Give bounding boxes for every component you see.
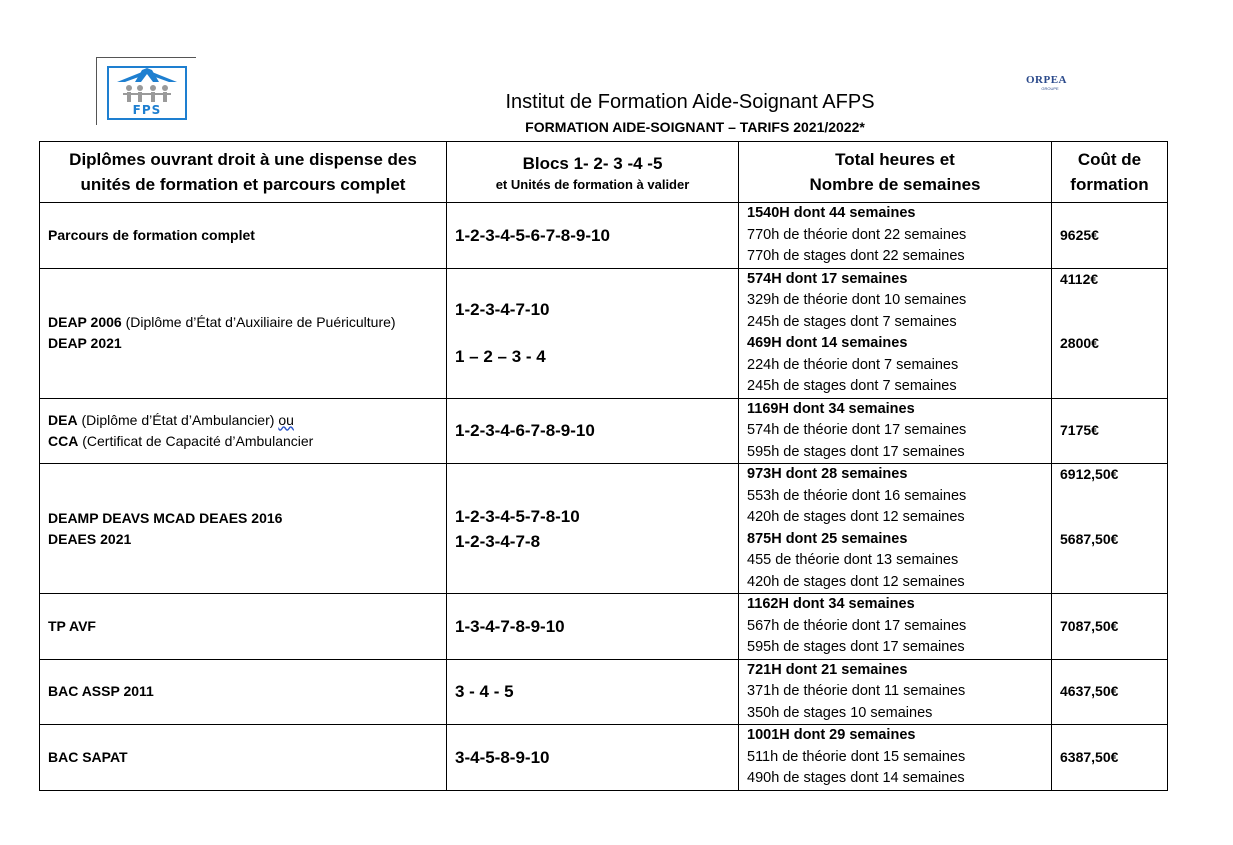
header-cout: Coût de formation bbox=[1052, 142, 1168, 203]
blocs-cell: 1-2-3-4-5-6-7-8-9-10 bbox=[447, 203, 739, 269]
blocs-cell: 3-4-5-8-9-10 bbox=[447, 725, 739, 791]
cout-cell: 6387,50€ bbox=[1052, 725, 1168, 791]
blocs-cell: 1-3-4-7-8-9-10 bbox=[447, 594, 739, 660]
heures-cell: 574H dont 17 semaines 329h de théorie dont 10 semaines 245h de stages dont 7 semaines 469H dont 14 semaines 224h de théorie dont 7 semaines 245h de stages dont 7 semaines bbox=[739, 268, 1052, 398]
diplome-cell: DEA (Diplôme d’État d’Ambulancier) ou CCA (Certificat de Capacité d’Ambulancier bbox=[40, 398, 447, 464]
diplome-cell: Parcours de formation complet bbox=[40, 203, 447, 269]
afps-logo-text: FPS bbox=[132, 103, 162, 117]
heures-cell: 1162H dont 34 semaines 567h de théorie dont 17 semaines 595h de stages dont 17 semaines bbox=[739, 594, 1052, 660]
afps-logo bbox=[107, 66, 187, 120]
orpea-logo bbox=[1026, 74, 1074, 96]
cout-cell: 4112€ 2800€ bbox=[1052, 268, 1168, 398]
cout-cell: 9625€ bbox=[1052, 203, 1168, 269]
orpea-logo-sub: GROUPE bbox=[1041, 86, 1059, 91]
table-row bbox=[40, 725, 1168, 791]
orpea-logo-name: ORPEA bbox=[1026, 74, 1067, 86]
diplome-cell: DEAP 2006 (Diplôme d’État d’Auxiliaire de Puériculture) DEAP 2021 bbox=[40, 268, 447, 398]
afps-logo-graphic bbox=[109, 68, 185, 106]
blocs-cell: 1-2-3-4-6-7-8-9-10 bbox=[447, 398, 739, 464]
table-row bbox=[40, 268, 1168, 398]
table-row bbox=[40, 203, 1168, 269]
header-diplomes: Diplômes ouvrant droit à une dispense des unités de formation et parcours complet bbox=[40, 142, 447, 203]
cout-cell: 7087,50€ bbox=[1052, 594, 1168, 660]
diplome-cell: BAC ASSP 2011 bbox=[40, 659, 447, 725]
table-row bbox=[40, 594, 1168, 660]
heures-cell: 1001H dont 29 semaines 511h de théorie dont 15 semaines 490h de stages dont 14 semaines bbox=[739, 725, 1052, 791]
heures-cell: 973H dont 28 semaines 553h de théorie dont 16 semaines 420h de stages dont 12 semaines 875H dont 25 semaines 455 de théorie dont 13 semaines 420h de stages dont 12 semaines bbox=[739, 464, 1052, 594]
blocs-cell: 3 - 4 - 5 bbox=[447, 659, 739, 725]
heures-cell: 1540H dont 44 semaines 770h de théorie dont 22 semaines 770h de stages dont 22 semaines bbox=[739, 203, 1052, 269]
page-subtitle: FORMATION AIDE-SOIGNANT – TARIFS 2021/2022* bbox=[525, 119, 865, 135]
blocs-cell: 1-2-3-4-7-10 1 – 2 – 3 - 4 bbox=[447, 268, 739, 398]
tarifs-table bbox=[39, 141, 1168, 791]
table-row bbox=[40, 659, 1168, 725]
cout-cell: 6912,50€ 5687,50€ bbox=[1052, 464, 1168, 594]
header-blocs: Blocs 1- 2- 3 -4 -5 et Unités de formation à valider bbox=[447, 142, 739, 203]
table-row bbox=[40, 464, 1168, 594]
cout-cell: 7175€ bbox=[1052, 398, 1168, 464]
header-total-heures: Total heures et Nombre de semaines bbox=[739, 142, 1052, 203]
table-header-row bbox=[40, 142, 1168, 203]
blocs-cell: 1-2-3-4-5-7-8-10 1-2-3-4-7-8 bbox=[447, 464, 739, 594]
cout-cell: 4637,50€ bbox=[1052, 659, 1168, 725]
heures-cell: 1169H dont 34 semaines 574h de théorie dont 17 semaines 595h de stages dont 17 semaines bbox=[739, 398, 1052, 464]
diplome-cell: TP AVF bbox=[40, 594, 447, 660]
diplome-cell: DEAMP DEAVS MCAD DEAES 2016 DEAES 2021 bbox=[40, 464, 447, 594]
table-row bbox=[40, 398, 1168, 464]
heures-cell: 721H dont 21 semaines 371h de théorie dont 11 semaines 350h de stages 10 semaines bbox=[739, 659, 1052, 725]
page-title: Institut de Formation Aide-Soignant AFPS bbox=[505, 91, 875, 113]
diplome-cell: BAC SAPAT bbox=[40, 725, 447, 791]
